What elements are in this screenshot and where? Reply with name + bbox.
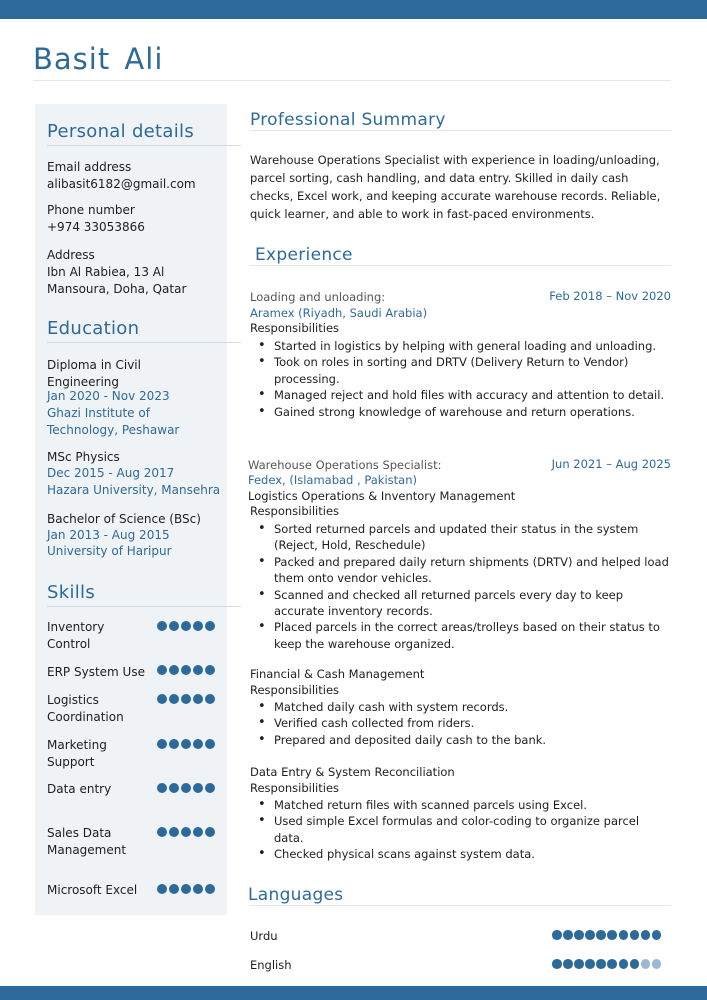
rating-dot-filled	[205, 739, 215, 749]
job-dates: Jun 2021 – Aug 2025	[551, 457, 671, 471]
rating-dot-filled	[169, 665, 179, 675]
rating-dot-filled	[585, 959, 595, 969]
address-line-2: Mansoura, Doha, Qatar	[47, 282, 187, 296]
education-degree: Bachelor of Science (BSc)	[47, 512, 201, 526]
education-divider	[47, 342, 241, 343]
list-item: • Used simple Excel formulas and color-coding to organize parcel data.	[250, 813, 670, 846]
rating-dot-filled	[169, 884, 179, 894]
rating-dot-filled	[157, 827, 167, 837]
responsibilities-label: Responsibilities	[250, 504, 340, 518]
list-item: • Started in logistics by helping with general loading and unloading.	[250, 338, 670, 354]
education-dates: Jan 2013 - Aug 2015	[47, 528, 170, 542]
rating-dot-filled	[596, 959, 606, 969]
job-title: Warehouse Operations Specialist:	[248, 458, 442, 472]
skill-name: Microsoft Excel	[47, 883, 138, 897]
rating-dot-filled	[157, 739, 167, 749]
top-accent-bar	[0, 0, 707, 19]
list-item: • Packed and prepared daily return shipments (DRTV) and helped load them onto vendor vehicles.	[250, 554, 670, 587]
rating-dot-filled	[193, 827, 203, 837]
rating-dot-filled	[552, 930, 562, 940]
skill-name: Logistics Coordination	[47, 693, 124, 724]
job-dates: Feb 2018 – Nov 2020	[549, 289, 671, 303]
skills-divider	[47, 606, 241, 607]
list-item: • Checked physical scans against system data.	[250, 846, 670, 862]
rating-dot-filled	[641, 930, 651, 940]
rating-dot-filled	[607, 930, 617, 940]
skill-rating	[157, 884, 215, 894]
skill-name: Sales Data Management	[47, 826, 127, 857]
name-divider	[33, 80, 671, 81]
rating-dot-filled	[181, 665, 191, 675]
language-name: Urdu	[250, 929, 278, 943]
rating-dot-empty	[652, 959, 662, 969]
rating-dot-filled	[596, 930, 606, 940]
summary-text: Warehouse Operations Specialist with experience in loading/unloading, parcel sorting, cash handling, and data entry. Skilled in daily cash checks, Excel work, and keeping accurate warehouse records. Reliable, quick learner, and able to work in fast-paced environments.	[250, 153, 661, 221]
job-bullets	[250, 338, 670, 420]
email-value[interactable]: alibasit6182@gmail.com	[47, 177, 196, 191]
rating-dot-filled	[181, 827, 191, 837]
education-school: Ghazi Institute of	[47, 406, 150, 420]
responsibilities-label: Responsibilities	[250, 683, 340, 697]
summary-divider	[250, 130, 671, 131]
rating-dot-filled	[193, 665, 203, 675]
list-item: • Verified cash collected from riders.	[250, 715, 670, 731]
skill-rating	[157, 827, 215, 837]
education-school: Technology, Peshawar	[47, 423, 180, 437]
education-degree: MSc Physics	[47, 450, 120, 464]
rating-dot-filled	[630, 959, 640, 969]
language-rating	[552, 959, 661, 969]
rating-dot-filled	[574, 959, 584, 969]
rating-dot-filled	[181, 621, 191, 631]
job-section-name: Financial & Cash Management	[250, 667, 425, 681]
education-degree: Diploma in Civil	[47, 358, 141, 372]
skill-rating	[157, 739, 215, 749]
language-name: English	[250, 958, 292, 972]
personal-details-heading: Personal details	[47, 121, 195, 142]
rating-dot-filled	[193, 621, 203, 631]
rating-dot-filled	[205, 665, 215, 675]
list-item: • Sorted returned parcels and updated their status in the system (Reject, Hold, Reschedule)	[250, 521, 670, 554]
job-company: Aramex (Riyadh, Saudi Arabia)	[250, 306, 428, 320]
address-label: Address	[47, 248, 95, 262]
rating-dot-filled	[181, 884, 191, 894]
list-item: • Matched daily cash with system records.	[250, 699, 670, 715]
job-bullets	[250, 521, 670, 652]
list-item: • Scanned and checked all returned parcels every day to keep accurate inventory records.	[250, 587, 670, 620]
education-heading: Education	[47, 318, 140, 339]
rating-dot-filled	[619, 930, 629, 940]
list-item: • Matched return files with scanned parcels using Excel.	[250, 797, 670, 813]
skill-name: Data entry	[47, 782, 112, 796]
rating-dot-filled	[169, 783, 179, 793]
email-label: Email address	[47, 160, 132, 174]
rating-dot-filled	[574, 930, 584, 940]
responsibilities-label: Responsibilities	[250, 321, 340, 335]
summary-heading: Professional Summary	[250, 110, 446, 130]
phone-value[interactable]: +974 33053866	[47, 220, 145, 234]
skill-name: Inventory Control	[47, 620, 105, 651]
rating-dot-filled	[181, 783, 191, 793]
experience-heading: Experience	[255, 245, 353, 265]
education-school: University of Haripur	[47, 544, 172, 558]
personal-details-divider	[47, 145, 241, 146]
languages-heading: Languages	[248, 885, 344, 905]
rating-dot-filled	[205, 884, 215, 894]
list-item: • Prepared and deposited daily cash to the bank.	[250, 732, 670, 748]
skill-rating	[157, 621, 215, 631]
job-section-name: Data Entry & System Reconciliation	[250, 765, 455, 779]
rating-dot-empty	[641, 959, 651, 969]
rating-dot-filled	[169, 621, 179, 631]
rating-dot-filled	[205, 783, 215, 793]
rating-dot-filled	[193, 884, 203, 894]
job-title: Loading and unloading:	[250, 290, 386, 304]
rating-dot-filled	[181, 739, 191, 749]
skill-name: Marketing Support	[47, 738, 107, 769]
rating-dot-filled	[181, 694, 191, 704]
job-section-name: Logistics Operations & Inventory Management	[248, 489, 516, 503]
job-bullets	[250, 797, 670, 863]
rating-dot-filled	[563, 959, 573, 969]
rating-dot-filled	[157, 884, 167, 894]
address-line-1: Ibn Al Rabiea, 13 Al	[47, 265, 165, 279]
rating-dot-filled	[169, 827, 179, 837]
rating-dot-filled	[630, 930, 640, 940]
skill-name: ERP System Use	[47, 665, 145, 679]
experience-divider	[250, 265, 671, 266]
education-dates: Dec 2015 - Aug 2017	[47, 466, 175, 480]
rating-dot-filled	[619, 959, 629, 969]
skill-rating	[157, 665, 215, 675]
rating-dot-filled	[193, 739, 203, 749]
education-degree: Engineering	[47, 375, 119, 389]
list-item: • Placed parcels in the correct areas/trolleys based on their status to keep the warehouse organized.	[250, 619, 670, 652]
rating-dot-filled	[552, 959, 562, 969]
education-school: Hazara University, Mansehra	[47, 483, 221, 497]
list-item: • Took on roles in sorting and DRTV (Delivery Return to Vendor) processing.	[250, 354, 670, 387]
rating-dot-filled	[157, 783, 167, 793]
rating-dot-filled	[157, 621, 167, 631]
rating-dot-filled	[157, 665, 167, 675]
responsibilities-label: Responsibilities	[250, 781, 340, 795]
job-company: Fedex, (Islamabad , Pakistan)	[248, 473, 417, 487]
rating-dot-filled	[193, 783, 203, 793]
rating-dot-filled	[205, 827, 215, 837]
rating-dot-filled	[585, 930, 595, 940]
rating-dot-filled	[169, 739, 179, 749]
rating-dot-filled	[157, 694, 167, 704]
rating-dot-filled	[169, 694, 179, 704]
candidate-name: Basit Ali	[33, 42, 164, 76]
skill-rating	[157, 783, 215, 793]
education-dates: Jan 2020 - Nov 2023	[47, 389, 170, 403]
list-item: • Managed reject and hold files with accuracy and attention to detail.	[250, 387, 670, 403]
list-item: • Gained strong knowledge of warehouse and return operations.	[250, 404, 670, 420]
rating-dot-filled	[205, 694, 215, 704]
rating-dot-filled	[563, 930, 573, 940]
rating-dot-filled	[193, 694, 203, 704]
languages-divider	[250, 905, 671, 906]
language-rating	[552, 930, 661, 940]
bottom-accent-bar	[0, 986, 707, 1000]
job-bullets	[250, 699, 670, 748]
sidebar	[35, 104, 227, 915]
rating-dot-filled	[205, 621, 215, 631]
rating-dot-filled	[607, 959, 617, 969]
phone-label: Phone number	[47, 203, 135, 217]
rating-dot-filled	[652, 930, 662, 940]
skill-rating	[157, 694, 215, 704]
skills-heading: Skills	[47, 582, 96, 603]
